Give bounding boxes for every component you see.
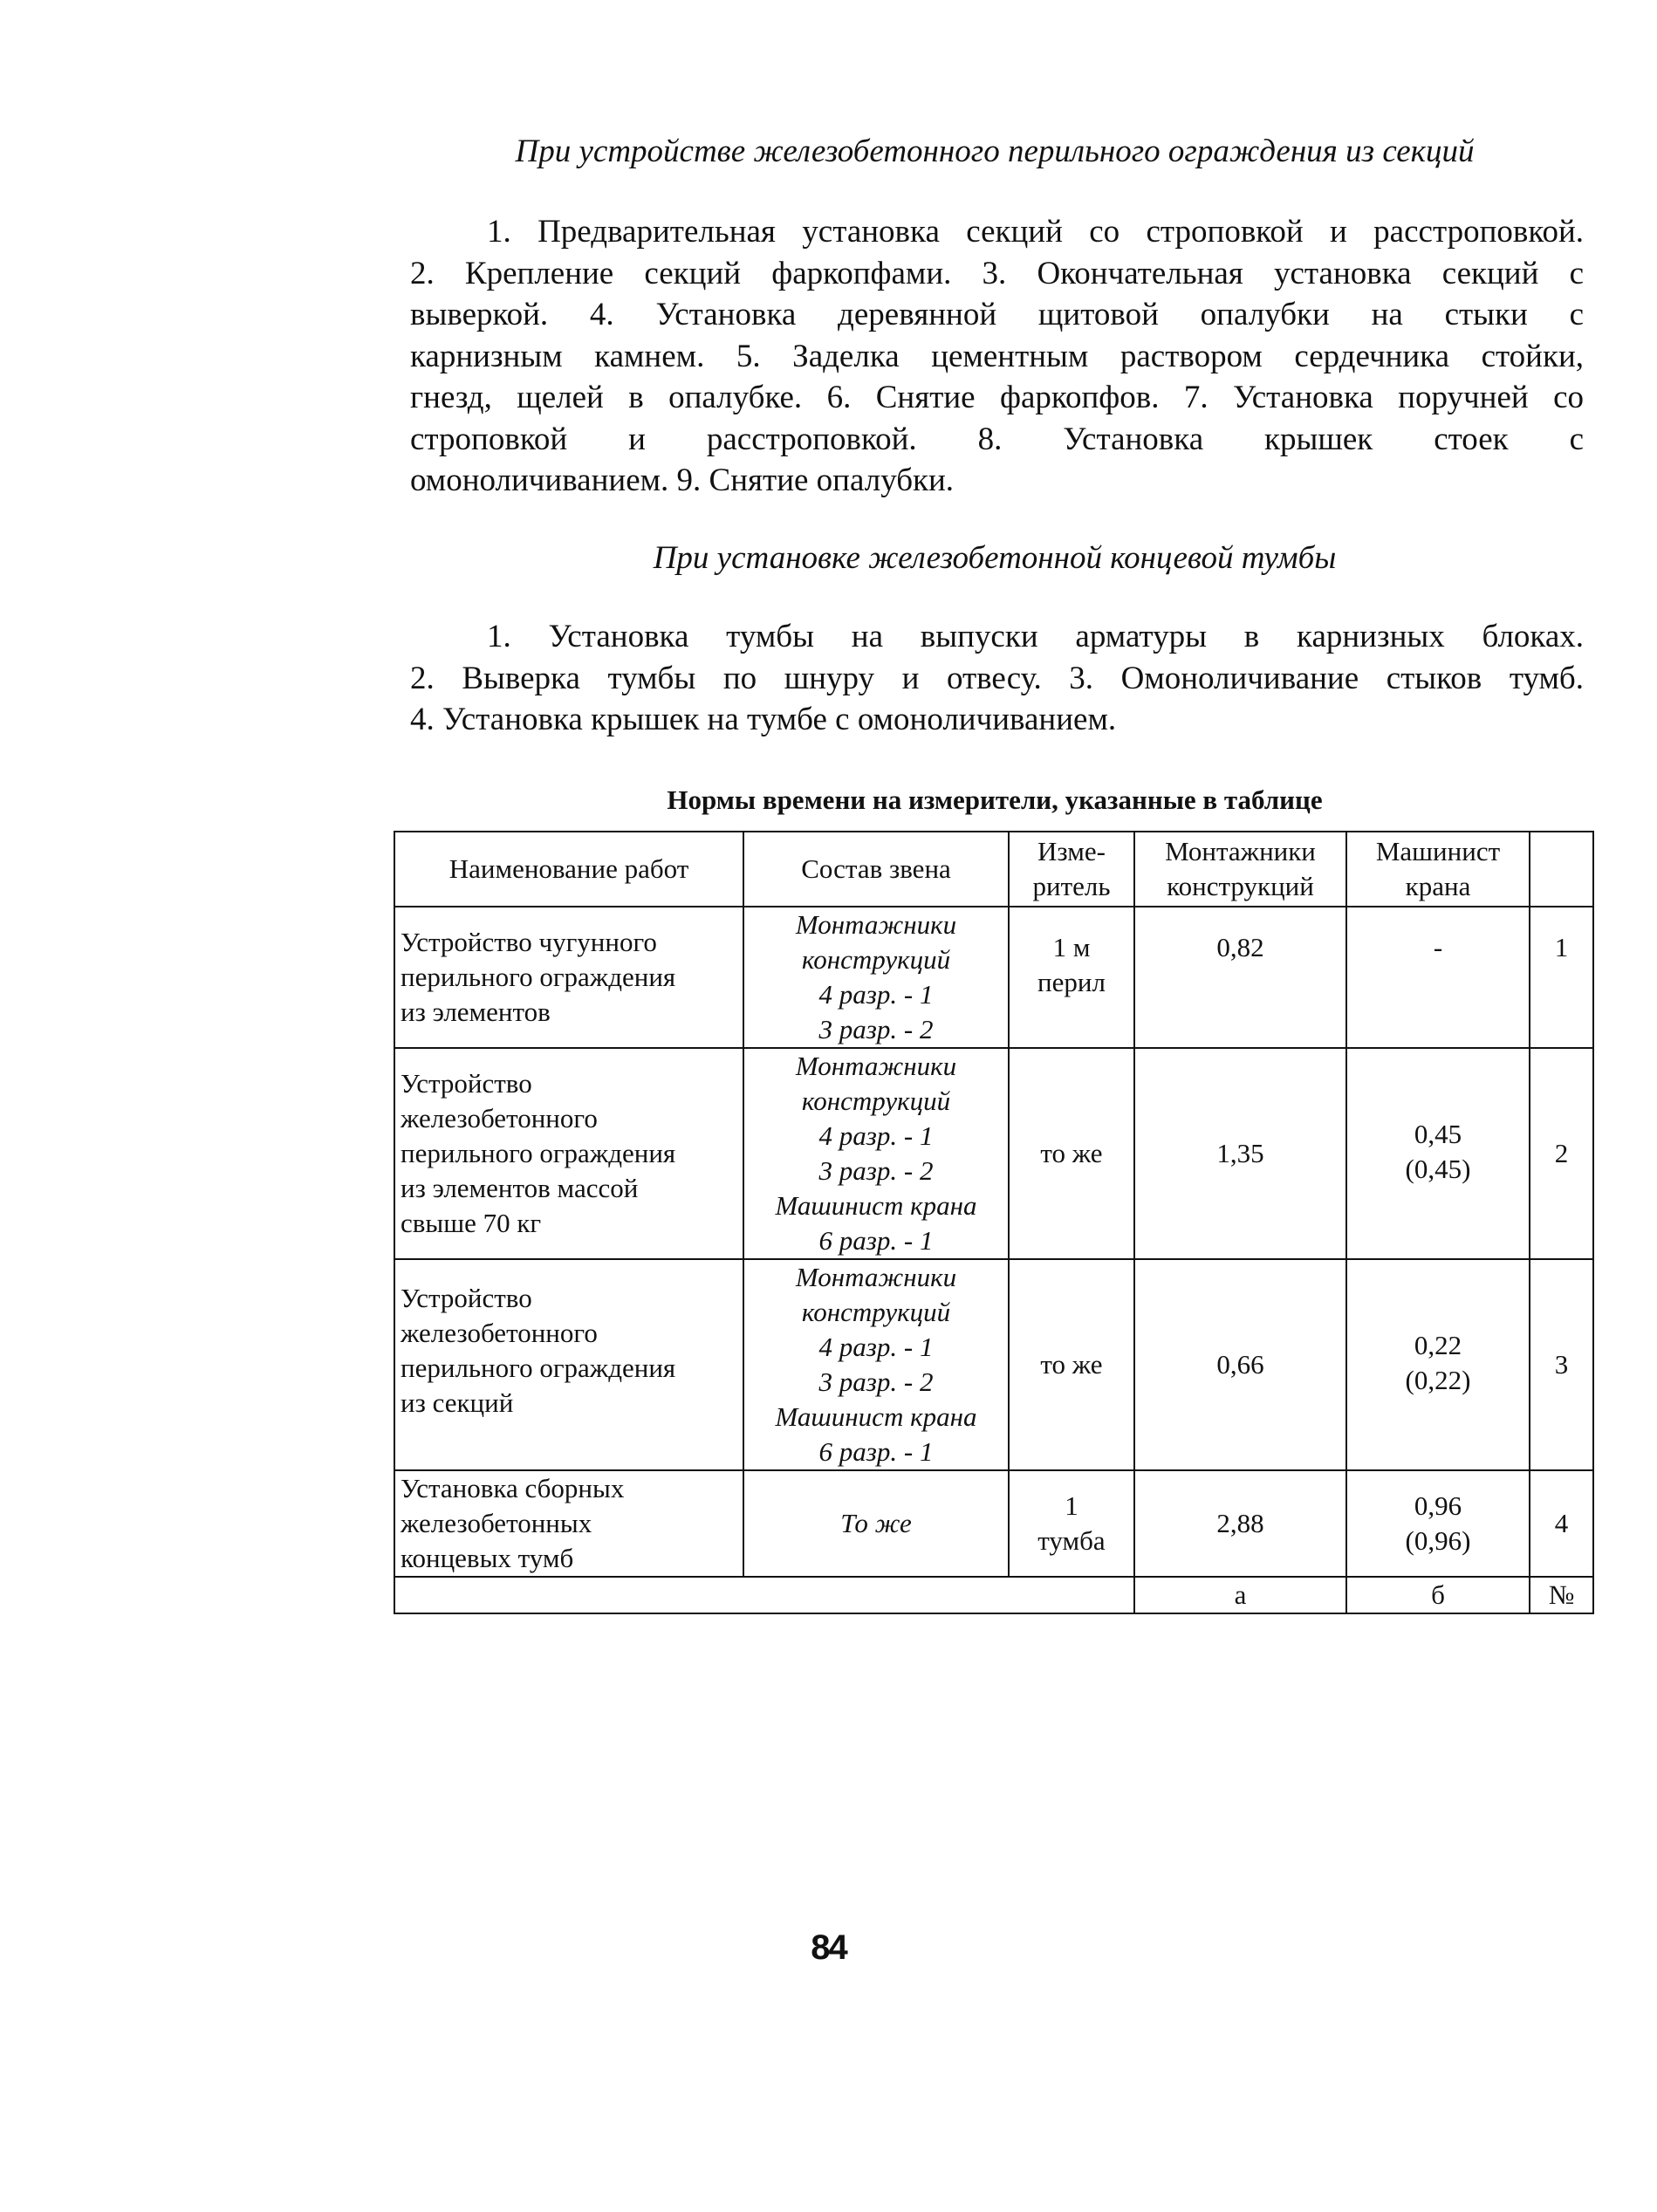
paragraph-line: выверкой. 4. Установка деревянной щитовой опалубки на стыки с xyxy=(410,297,1584,332)
cell-crane-operator: - xyxy=(1346,907,1530,1048)
table-row xyxy=(394,1259,1593,1470)
cell-crew: Монтажники конструкций 4 разр. - 1 3 разр. - 2 Машинист крана 6 разр. - 1 xyxy=(743,1048,1009,1259)
header-crew: Состав звена xyxy=(743,832,1009,907)
cell-installers: 0,82 xyxy=(1134,907,1346,1048)
cell-work-name: Устройство железобетонного перильного ограждения из секций xyxy=(394,1259,743,1470)
table-row xyxy=(394,907,1593,1048)
header-unit: Изме- ритель xyxy=(1009,832,1134,907)
cell-installers: 2,88 xyxy=(1134,1470,1346,1577)
table-row xyxy=(394,1470,1593,1577)
section-paragraph-end-post xyxy=(410,616,1584,741)
footer-column-a: а xyxy=(1134,1577,1346,1613)
footer-column-b: б xyxy=(1346,1577,1530,1613)
cell-crane-operator: 0,22 (0,22) xyxy=(1346,1259,1530,1470)
paragraph-line: гнезд, щелей в опалубке. 6. Снятие фаркопфов. 7. Установка поручней со xyxy=(410,380,1584,415)
paragraph-line: 1. Установка тумбы на выпуски арматуры в карнизных блоках. xyxy=(487,619,1584,654)
section-heading-sections: При устройстве железобетонного перильного ограждения из секций xyxy=(515,134,1475,169)
paragraph-line: 1. Предварительная установка секций со строповкой и расстроповкой. xyxy=(487,214,1584,250)
cell-crane-operator: 0,96 (0,96) xyxy=(1346,1470,1530,1577)
table-caption: Нормы времени на измерители, указанные в таблице xyxy=(667,784,1323,815)
time-norms-table xyxy=(394,831,1594,1614)
cell-unit: 1 тумба xyxy=(1009,1470,1134,1577)
page-number: 84 xyxy=(811,1928,846,1967)
cell-installers: 1,35 xyxy=(1134,1048,1346,1259)
cell-row-number: 1 xyxy=(1530,907,1593,1048)
footer-column-number: № xyxy=(1530,1577,1593,1613)
cell-crew: То же xyxy=(743,1470,1009,1577)
header-crane-operator: Машинист крана xyxy=(1346,832,1530,907)
paragraph-line: омоноличиванием. 9. Снятие опалубки. xyxy=(410,462,955,498)
section-heading-end-post: При установке железобетонной концевой тумбы xyxy=(653,540,1337,576)
table-row xyxy=(394,1048,1593,1259)
header-installers: Монтажники конструкций xyxy=(1134,832,1346,907)
cell-row-number: 3 xyxy=(1530,1259,1593,1470)
header-number xyxy=(1530,832,1593,907)
cell-unit: то же xyxy=(1009,1048,1134,1259)
paragraph-line: 4. Установка крышек на тумбе с омоноличиванием. xyxy=(410,702,1117,737)
header-name: Наименование работ xyxy=(394,832,743,907)
paragraph-line: 2. Крепление секций фаркопфами. 3. Окончательная установка секций с xyxy=(410,255,1584,291)
cell-row-number: 4 xyxy=(1530,1470,1593,1577)
cell-crew: Монтажники конструкций 4 разр. - 1 3 разр. - 2 xyxy=(743,907,1009,1048)
footer-empty-cell xyxy=(394,1577,1134,1613)
cell-work-name: Устройство железобетонного перильного ограждения из элементов массой свыше 70 кг xyxy=(394,1048,743,1259)
paragraph-line: строповкой и расстроповкой. 8. Установка крышек стоек с xyxy=(410,421,1584,457)
cell-row-number: 2 xyxy=(1530,1048,1593,1259)
cell-work-name: Установка сборных железобетонных концевых тумб xyxy=(394,1470,743,1577)
cell-unit: то же xyxy=(1009,1259,1134,1470)
cell-work-name: Устройство чугунного перильного ограждения из элементов xyxy=(394,907,743,1048)
cell-crane-operator: 0,45 (0,45) xyxy=(1346,1048,1530,1259)
cell-crew: Монтажники конструкций 4 разр. - 1 3 разр. - 2 Машинист крана 6 разр. - 1 xyxy=(743,1259,1009,1470)
table-footer-row xyxy=(394,1577,1593,1613)
cell-unit: 1 м перил xyxy=(1009,907,1134,1048)
table-header-row xyxy=(394,832,1593,907)
paragraph-line: 2. Выверка тумбы по шнуру и отвесу. 3. Омоноличивание стыков тумб. xyxy=(410,660,1584,696)
section-paragraph-sections xyxy=(410,211,1584,502)
cell-installers: 0,66 xyxy=(1134,1259,1346,1470)
paragraph-line: карнизным камнем. 5. Заделка цементным раствором сердечника стойки, xyxy=(410,338,1584,374)
